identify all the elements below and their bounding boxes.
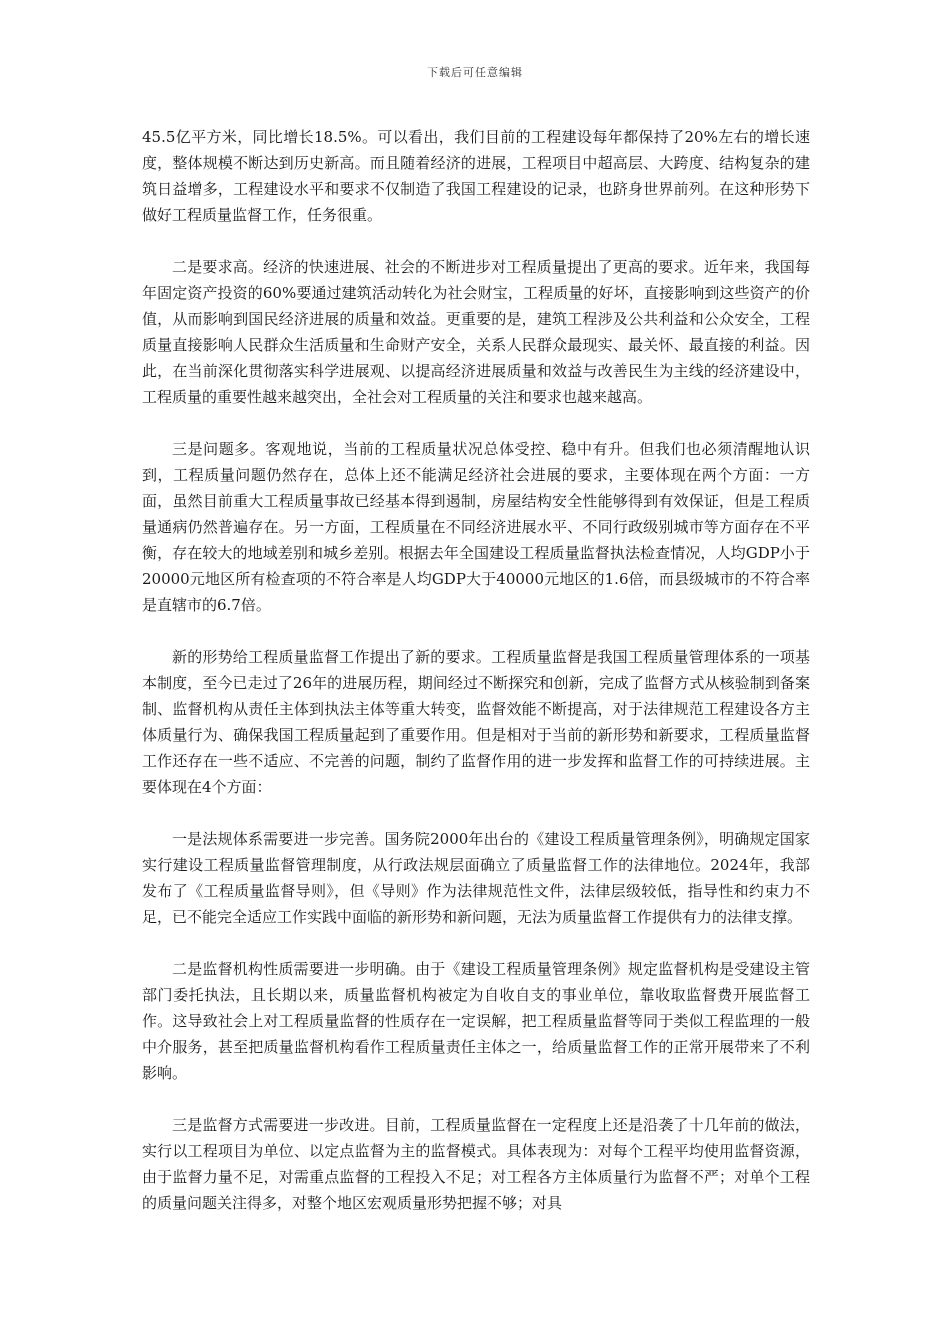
- paragraph-2: 二是要求高。经济的快速进展、社会的不断进步对工程质量提出了更高的要求。近年来，我国每年固定资产投资的60%要通过建筑活动转化为社会财宝，工程质量的好坏，直接影响到这些资产的价值，从而影响到国民经济进展的质量和效益。更重要的是，建筑工程涉及公共利益和公众安全，工程质量直接影响人民群众生活质量和生命财产安全，关系人民群众最现实、最关怀、最直接的利益。因此，在当前深化贯彻落实科学进展观、以提高经济进展质量和效益与改善民生为主线的经济建设中，工程质量的重要性越来越突出，全社会对工程质量的关注和要求也越来越高。: [142, 258, 810, 406]
- page-header-note: 下载后可任意编辑: [427, 66, 523, 79]
- paragraph-3: 三是问题多。客观地说，当前的工程质量状况总体受控、稳中有升。但我们也必须清醒地认识到，工程质量问题仍然存在，总体上还不能满足经济社会进展的要求，主要体现在两个方面：一方面，虽然目前重大工程质量事故已经基本得到遏制，房屋结构安全性能够得到有效保证，但是工程质量通病仍然普遍存在。另一方面，工程质量在不同经济进展水平、不同行政级别城市等方面存在不平衡，存在较大的地域差别和城乡差别。根据去年全国建设工程质量监督执法检查情况，人均GDP小于20000元地区所有检查项的不符合率是人均GDP大于40000元地区的1.6倍，而县级城市的不符合率是直辖市的6.7倍。: [142, 440, 810, 614]
- document-body: [142, 124, 810, 1216]
- paragraph-7: 三是监督方式需要进一步改进。目前，工程质量监督在一定程度上还是沿袭了十几年前的做法，实行以工程项目为单位、以定点监督为主的监督模式。具体表现为：对每个工程平均使用监督资源，由于监督力量不足，对需重点监督的工程投入不足；对工程各方主体质量行为监督不严；对单个工程的质量问题关注得多，对整个地区宏观质量形势把握不够；对具: [142, 1116, 810, 1212]
- paragraph-6: 二是监督机构性质需要进一步明确。由于《建设工程质量管理条例》规定监督机构是受建设主管部门委托执法，且长期以来，质量监督机构被定为自收自支的事业单位，靠收取监督费开展监督工作。这导致社会上对工程质量监督的性质存在一定误解，把工程质量监督等同于类似工程监理的一般中介服务，甚至把质量监督机构看作工程质量责任主体之一，给质量监督工作的正常开展带来了不利影响。: [142, 960, 810, 1082]
- paragraph-4: 新的形势给工程质量监督工作提出了新的要求。工程质量监督是我国工程质量管理体系的一项基本制度，至今已走过了26年的进展历程，期间经过不断探究和创新，完成了监督方式从核验制到备案制、监督机构从责任主体到执法主体等重大转变，监督效能不断提高，对于法律规范工程建设各方主体质量行为、确保我国工程质量起到了重要作用。但是相对于当前的新形势和新要求，工程质量监督工作还存在一些不适应、不完善的问题，制约了监督作用的进一步发挥和监督工作的可持续进展。主要体现在4个方面：: [142, 648, 810, 796]
- paragraph-5: 一是法规体系需要进一步完善。国务院2000年出台的《建设工程质量管理条例》，明确规定国家实行建设工程质量监督管理制度，从行政法规层面确立了质量监督工作的法律地位。2024年，我部发布了《工程质量监督导则》，但《导则》作为法律规范性文件，法律层级较低，指导性和约束力不足，已不能完全适应工作实践中面临的新形势和新问题，无法为质量监督工作提供有力的法律支撑。: [142, 830, 810, 926]
- paragraph-1: 45.5亿平方米，同比增长18.5%。可以看出，我们目前的工程建设每年都保持了20%左右的增长速度，整体规模不断达到历史新高。而且随着经济的进展，工程项目中超高层、大跨度、结构复杂的建筑日益增多，工程建设水平和要求不仅制造了我国工程建设的记录，也跻身世界前列。在这种形势下做好工程质量监督工作，任务很重。: [142, 128, 810, 224]
